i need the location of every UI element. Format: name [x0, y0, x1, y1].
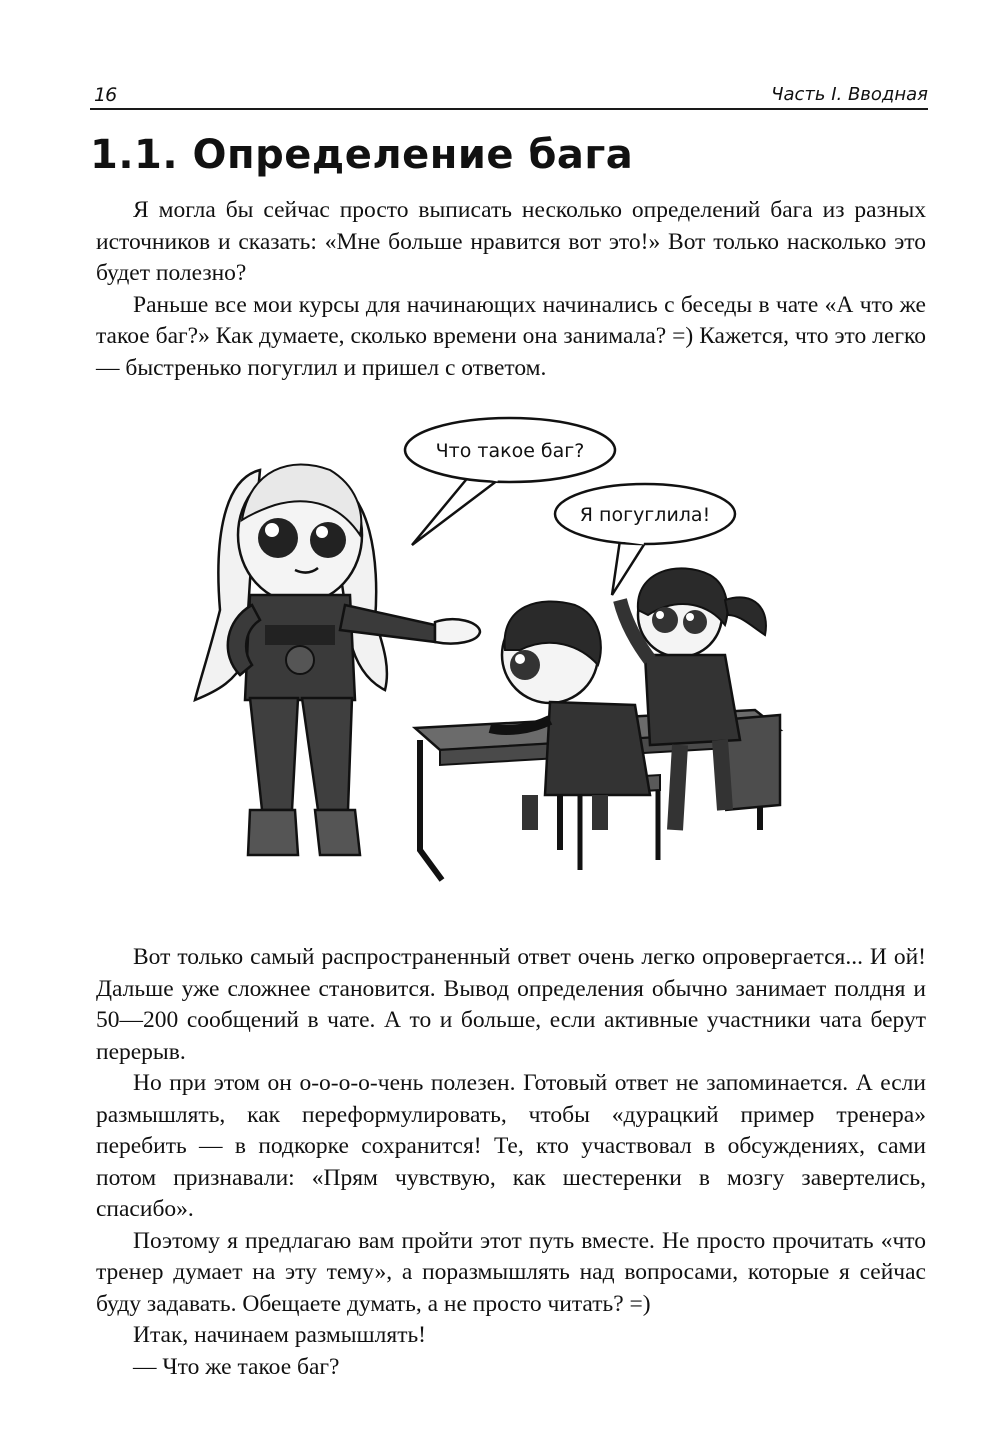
paragraph: Поэтому я предлагаю вам пройти этот путь вместе. Не просто прочитать «что тренер думает на эту тему», а поразмышлять над вопросами, которые я сейчас буду задавать. Обещаете думать, а не просто читать? =) [96, 1227, 926, 1317]
illustration [180, 410, 820, 910]
paragraph: Но при этом он о-о-о-о-чень полезен. Готовый ответ не запоминается. А если размышлять, как переформулировать, чтобы «дурацкий пример тренера» перебить — в подкорке сохранится! Те, кто участвовал в обсуждениях, сами потом признавали: «Прям чувствую, как шестеренки в мозгу завертелись, спасибо». [96, 1070, 926, 1222]
dialog-question: — Что же такое баг? [133, 1353, 340, 1380]
boy-student-figure [490, 601, 650, 830]
running-head [90, 80, 928, 110]
paragraph: Я могла бы сейчас просто выписать несколько определений бага из разных источников и сказать: «Мне больше нравится вот это!» Вот только насколько это будет полезно? [96, 197, 926, 286]
paragraph: Вот только самый распространенный ответ очень легко опровергается... И ой! Дальше уже сложнее становится. Вывод определения обычно занимает полдня и 50—200 сообщений в чате. А то и больше, если активные участники чата берут перерыв. [96, 944, 926, 1065]
paragraph: Раньше все мои курсы для начинающих начинались с беседы в чате «А что же такое баг?» Как думаете, сколько времени она занимала? =) Кажется, что это легко — быстренько погуглил и пришел с ответом. [96, 291, 926, 381]
main-text [96, 942, 926, 1383]
page-number: 16 [94, 84, 117, 106]
bubble-teacher-text: Что такое баг? [435, 440, 585, 462]
section-title: 1.1. Определение бага [90, 132, 634, 178]
intro-text [96, 195, 926, 384]
bubble-student-text: Я погуглила! [579, 504, 711, 526]
running-title: Часть I. Вводная [771, 84, 928, 105]
paragraph: Итак, начинаем размышлять! [133, 1322, 427, 1348]
